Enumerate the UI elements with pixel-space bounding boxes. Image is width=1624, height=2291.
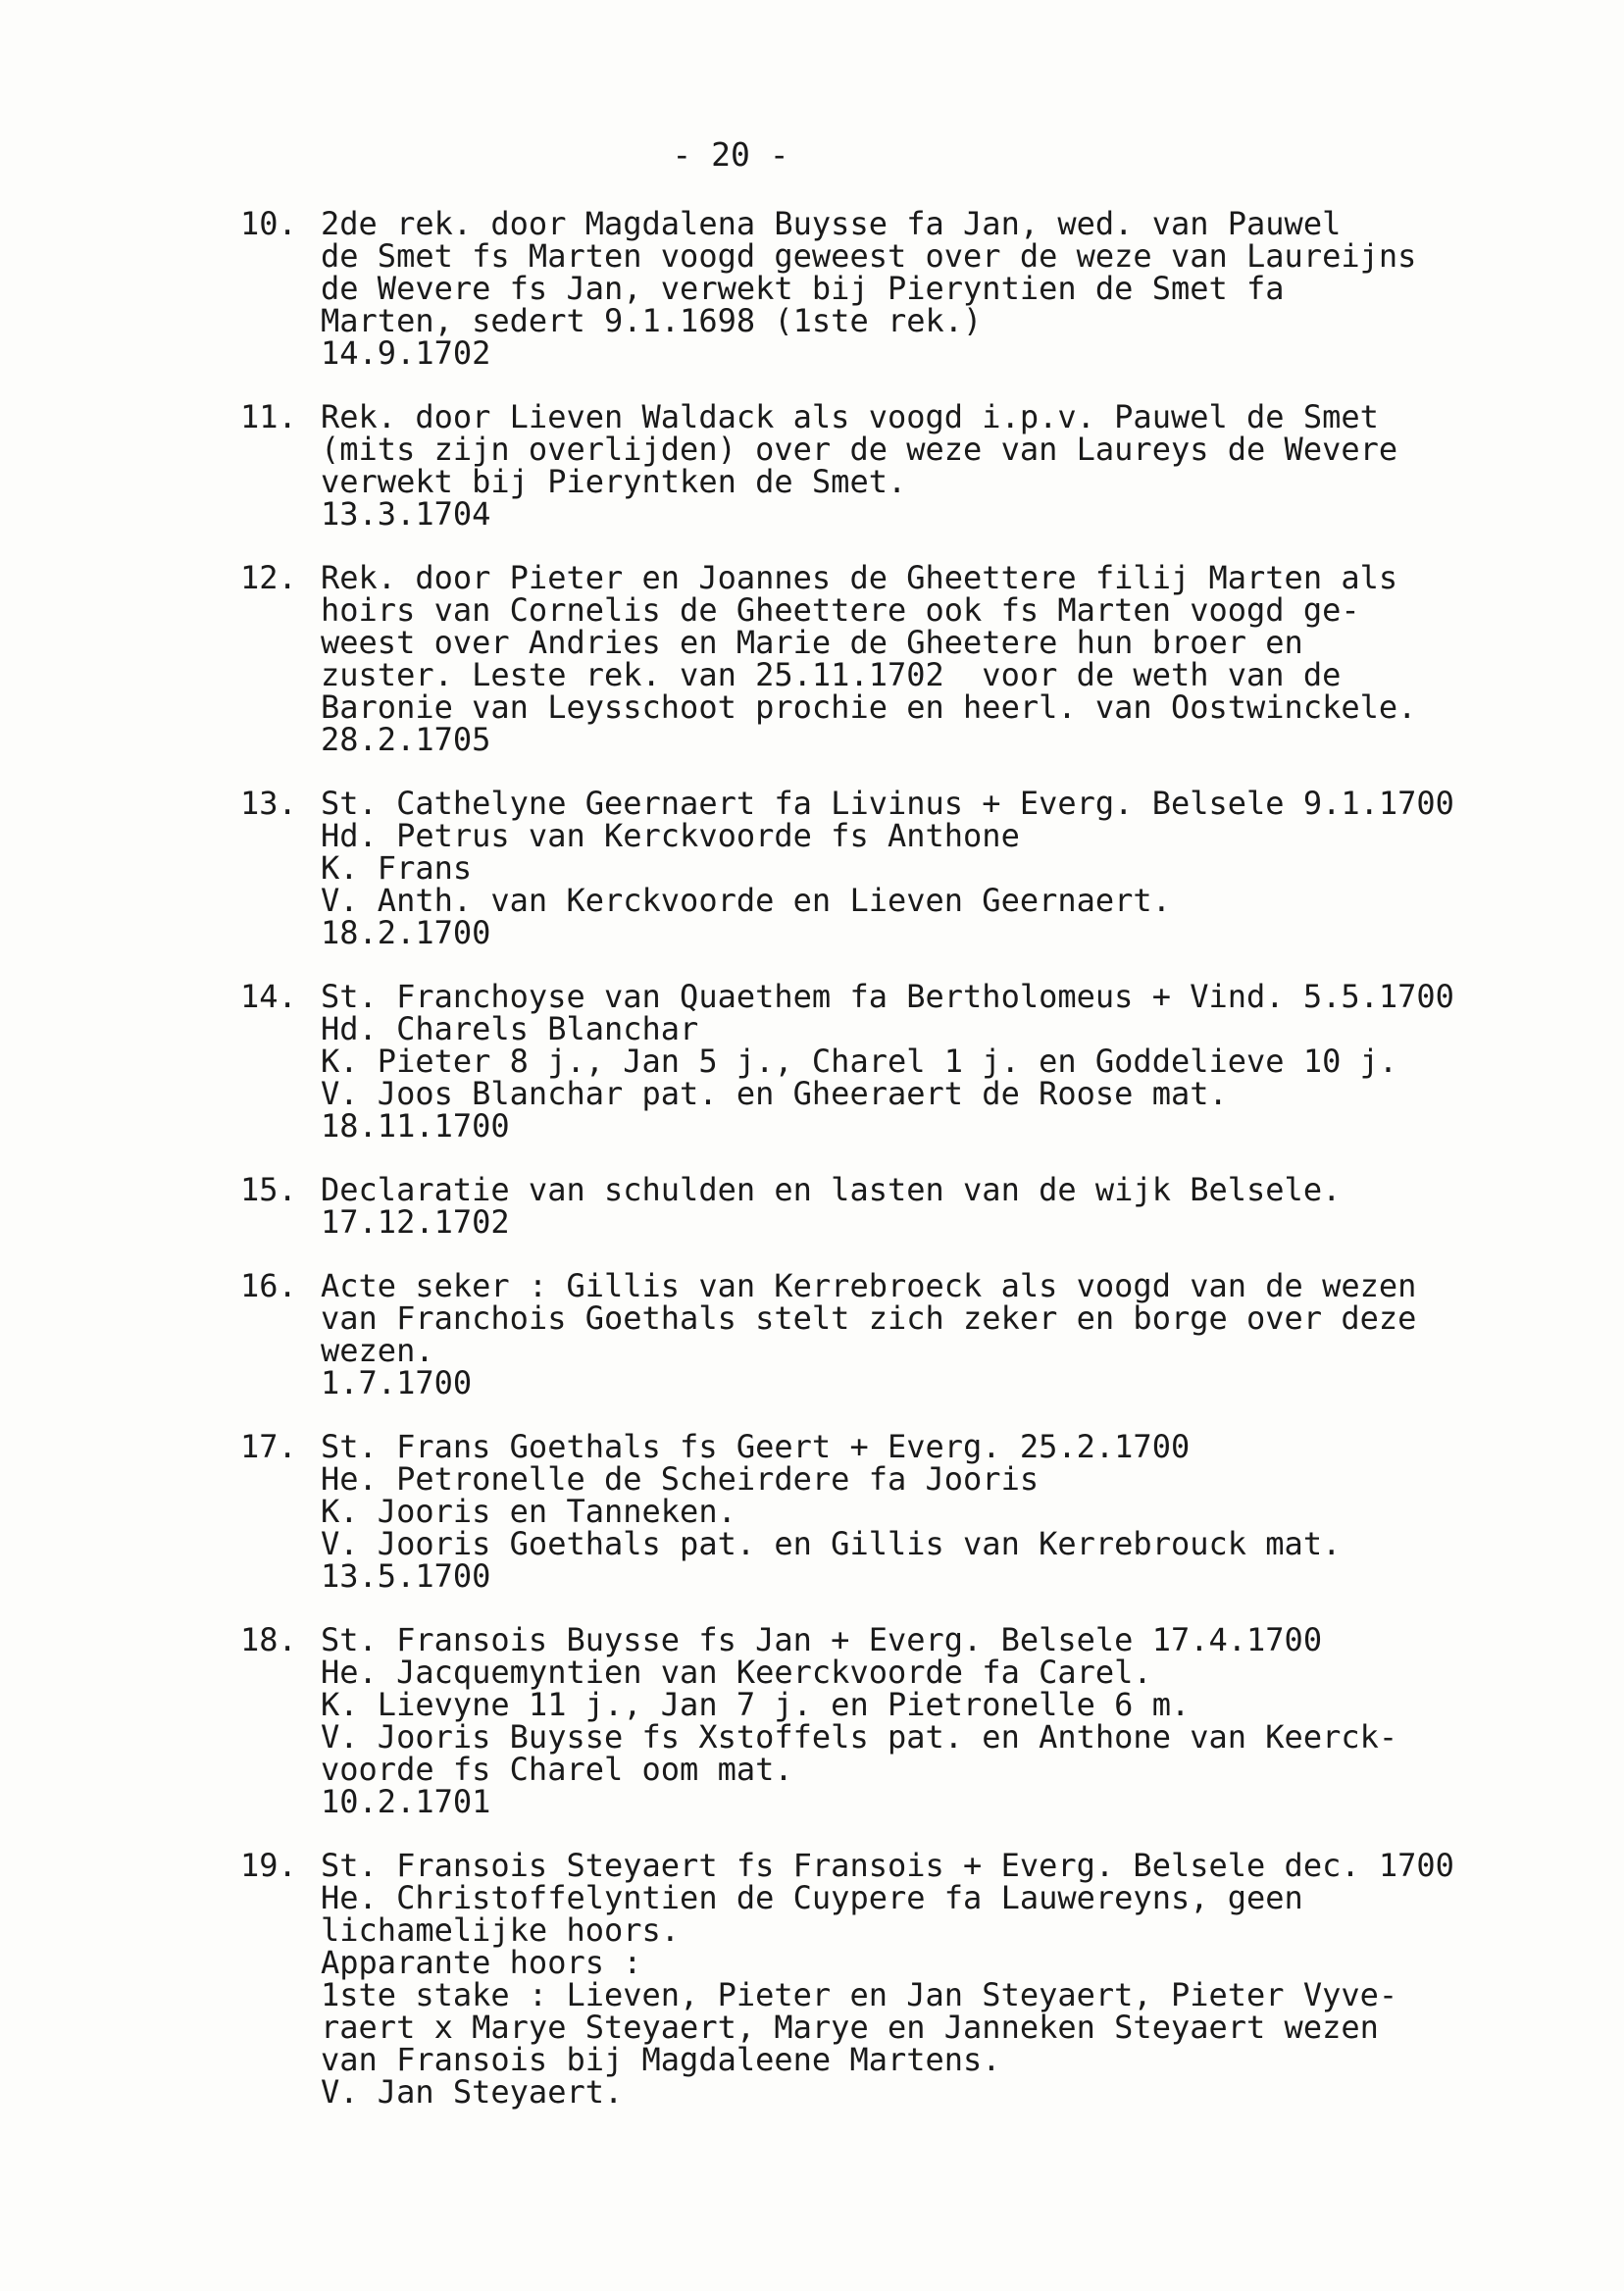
entry-line: weest over Andries en Marie de Gheetere hun broer en [321,624,1303,661]
entry-12 [240,559,1515,758]
entry-number: 16. [240,1267,297,1304]
entry-line: He. Jacquemyntien van Keerckvoorde fa Carel. [321,1654,1152,1691]
entry-16 [240,1267,1515,1401]
entry-line: (mits zijn overlijden) over de weze van Laureys de Wevere [321,431,1398,468]
entry-line: hoirs van Cornelis de Gheettere ook fs Marten voogd ge- [321,591,1360,629]
entry-line: de Wevere fs Jan, verwekt bij Pieryntien de Smet fa [321,270,1285,307]
entry-line: wezen. [321,1332,434,1369]
entry-line: Apparante hoors : [321,1944,642,1981]
entry-line: Acte seker : Gillis van Kerrebroeck als voogd van de wezen [321,1267,1417,1304]
entry-text [321,1847,1515,2111]
entry-line: St. Frans Goethals fs Geert + Everg. 25.2.1700 [321,1428,1191,1465]
entry-text [321,1428,1515,1595]
entry-number: 10. [240,205,297,242]
entry-line: K. Pieter 8 j., Jan 5 j., Charel 1 j. en Goddelieve 10 j. [321,1043,1398,1080]
entry-line: 18.11.1700 [321,1107,510,1145]
entry-17 [240,1428,1515,1595]
entry-text [321,205,1515,372]
entry-line: 28.2.1705 [321,721,491,758]
entry-line: voorde fs Charel oom mat. [321,1751,793,1788]
entry-line: V. Jooris Goethals pat. en Gillis van Kerrebrouck mat. [321,1525,1342,1562]
entry-line: Rek. door Pieter en Joannes de Gheettere filij Marten als [321,559,1398,596]
entry-line: K. Jooris en Tanneken. [321,1493,736,1530]
entry-19 [240,1847,1515,2111]
page-number: - 20 - [672,135,789,174]
entry-text [321,978,1515,1145]
entry-text [321,1171,1515,1241]
entry-text [321,785,1515,951]
entry-line: 18.2.1700 [321,914,491,951]
entry-line: Marten, sedert 9.1.1698 (1ste rek.) [321,302,983,339]
entry-number: 13. [240,785,297,822]
entry-15 [240,1171,1515,1241]
entry-text [321,1621,1515,1820]
entry-line: V. Jan Steyaert. [321,2073,624,2111]
entry-line: V. Jooris Buysse fs Xstoffels pat. en Anthone van Keerck- [321,1718,1398,1756]
entry-line: raert x Marye Steyaert, Marye en Janneken Steyaert wezen [321,2009,1379,2046]
entry-11 [240,398,1515,533]
entry-number: 17. [240,1428,297,1465]
entry-number: 18. [240,1621,297,1658]
entry-line: zuster. Leste rek. van 25.11.1702 voor de weth van de [321,656,1342,693]
entry-line: 17.12.1702 [321,1203,510,1241]
entry-line: Hd. Petrus van Kerckvoorde fs Anthone [321,817,1020,854]
entry-line: 1.7.1700 [321,1364,473,1401]
entry-line: V. Anth. van Kerckvoorde en Lieven Geernaert. [321,882,1171,919]
entry-line: lichamelijke hoors. [321,1911,681,1949]
entry-line: de Smet fs Marten voogd geweest over de weze van Laureijns [321,237,1417,275]
entry-10 [240,205,1515,372]
entry-text [321,559,1515,758]
entry-line: 13.5.1700 [321,1557,491,1595]
entry-line: 13.3.1704 [321,495,491,533]
entry-line: 2de rek. door Magdalena Buysse fa Jan, wed. van Pauwel [321,205,1342,242]
entry-line: 14.9.1702 [321,334,491,372]
entry-line: St. Fransois Steyaert fs Fransois + Everg. Belsele dec. 1700 [321,1847,1454,1884]
entry-text [321,398,1515,533]
entry-number: 11. [240,398,297,435]
entry-line: K. Lievyne 11 j., Jan 7 j. en Pietronelle 6 m. [321,1686,1191,1723]
entry-line: St. Cathelyne Geernaert fa Livinus + Everg. Belsele 9.1.1700 [321,785,1454,822]
entry-18 [240,1621,1515,1820]
entry-14 [240,978,1515,1145]
entry-line: Rek. door Lieven Waldack als voogd i.p.v. Pauwel de Smet [321,398,1379,435]
entry-number: 12. [240,559,297,596]
entry-line: van Fransois bij Magdaleene Martens. [321,2041,1001,2078]
entry-line: He. Christoffelyntien de Cuypere fa Lauwereyns, geen [321,1879,1303,1916]
entry-line: verwekt bij Pieryntken de Smet. [321,463,907,500]
entry-line: St. Fransois Buysse fs Jan + Everg. Belsele 17.4.1700 [321,1621,1323,1658]
entry-line: K. Frans [321,849,473,887]
entry-line: Hd. Charels Blanchar [321,1010,699,1047]
entry-line: He. Petronelle de Scheirdere fa Jooris [321,1460,1040,1498]
entry-line: 10.2.1701 [321,1783,491,1820]
entry-number: 14. [240,978,297,1015]
entry-line: V. Joos Blanchar pat. en Gheeraert de Roose mat. [321,1075,1228,1112]
entry-line: St. Franchoyse van Quaethem fa Bertholomeus + Vind. 5.5.1700 [321,978,1454,1015]
entry-number: 15. [240,1171,297,1208]
entry-13 [240,785,1515,951]
entry-line: van Franchois Goethals stelt zich zeker en borge over deze [321,1299,1417,1337]
entry-line: Declaratie van schulden en lasten van de wijk Belsele. [321,1171,1342,1208]
entry-line: 1ste stake : Lieven, Pieter en Jan Steyaert, Pieter Vyve- [321,1976,1398,2013]
entry-line: Baronie van Leysschoot prochie en heerl. van Oostwinckele. [321,688,1417,726]
entry-number: 19. [240,1847,297,1884]
entry-list [240,205,1515,2140]
entry-text [321,1267,1515,1401]
